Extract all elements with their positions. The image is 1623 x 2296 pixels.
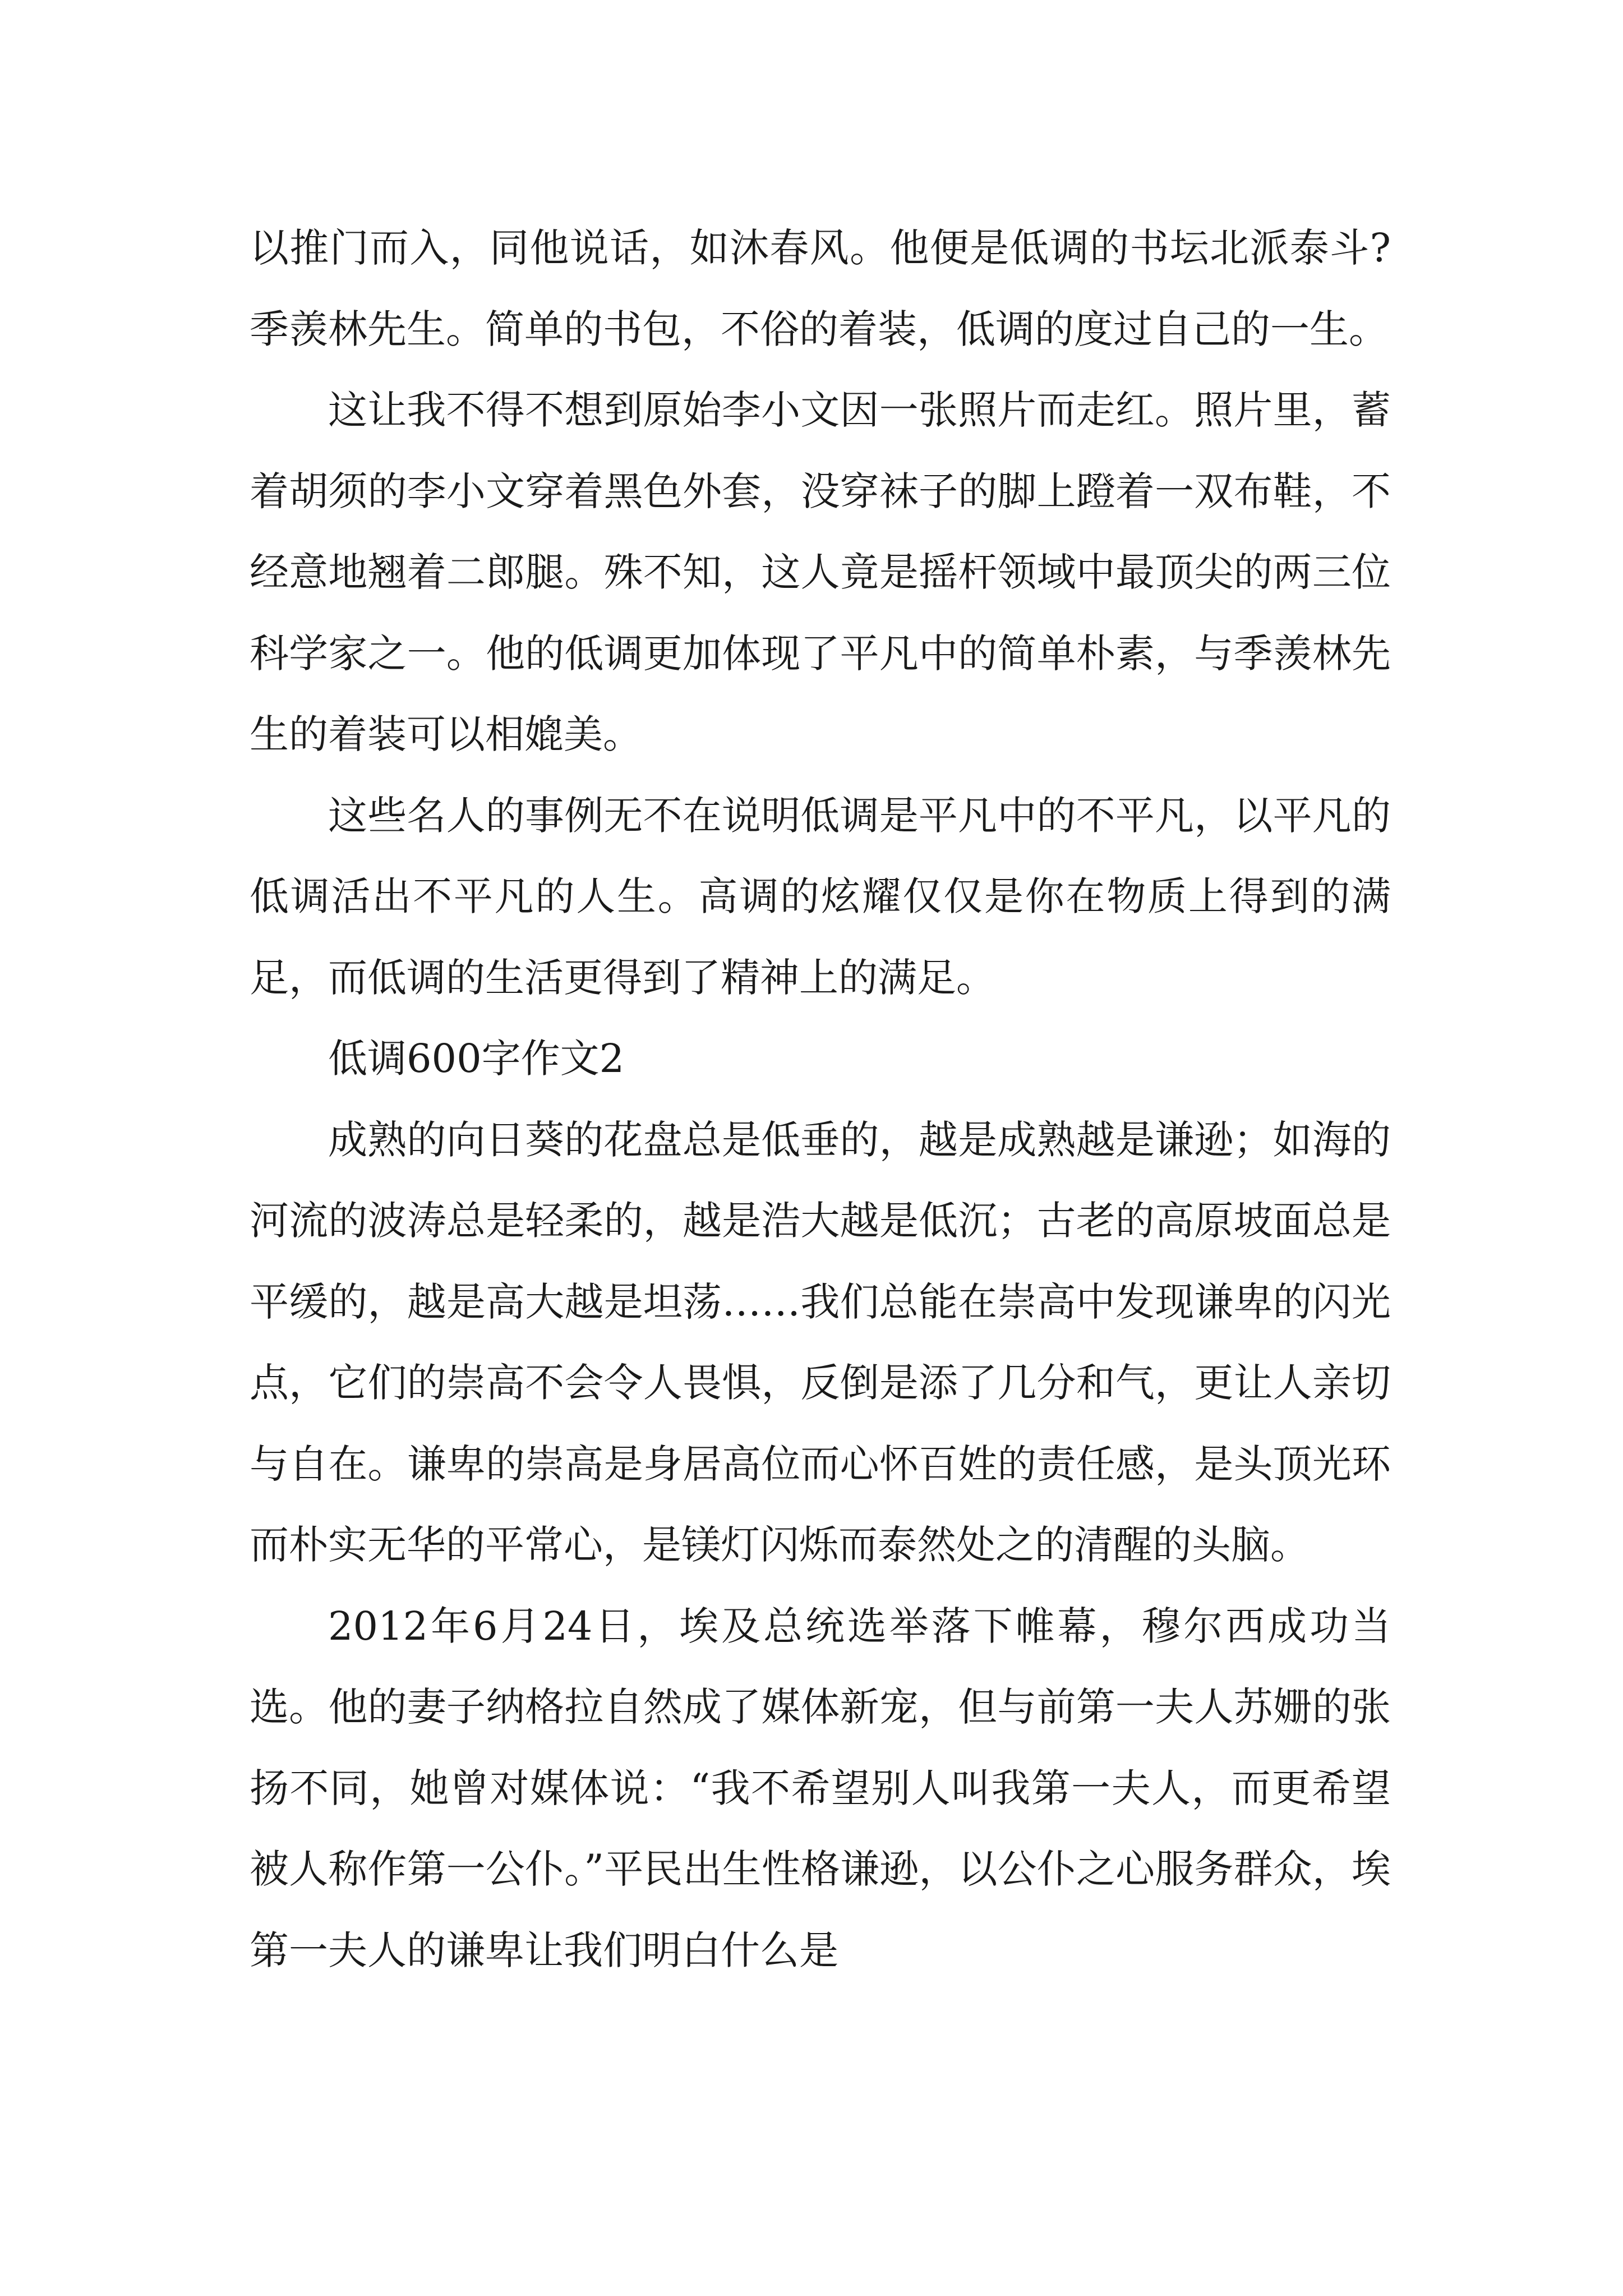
paragraph-continuation: 以推门而入，同他说话，如沐春风。他便是低调的书坛北派泰斗?季羡林先生。简单的书包，不俗的着装，低调的度过自己的一生。: [250, 225, 1391, 352]
paragraph-egypt: 2012年6月24日，埃及总统选举落下帷幕，穆尔西成功当选。他的妻子纳格拉自然成了媒体新宠，但与前第一夫人苏姗的张扬不同，她曾对媒体说：“我不希望别人叫我第一夫人，而更希望被人称作第一公仆。”平民出生性格谦逊，以公仆之心服务群众，埃第一夫人的谦卑让我们明白什么是: [250, 1603, 1391, 1973]
paragraph-li-xiaowen: 这让我不得不想到原始李小文因一张照片而走红。照片里，蓄着胡须的李小文穿着黑色外套，没穿袜子的脚上蹬着一双布鞋，不经意地翘着二郎腿。殊不知，这人竟是摇杆领域中最顶尖的两三位科学家之一。他的低调更加体现了平凡中的简单朴素，与季羡林先生的着装可以相媲美。: [250, 387, 1391, 757]
essay-heading: 低调600字作文2: [328, 1036, 625, 1082]
paragraph-conclusion: 这些名人的事例无不在说明低调是平凡中的不平凡，以平凡的低调活出不平凡的人生。高调的炫耀仅仅是你在物质上得到的满足，而低调的生活更得到了精神上的满足。: [250, 792, 1391, 1001]
paragraph-sunflower: 成熟的向日葵的花盘总是低垂的，越是成熟越是谦逊；如海的河流的波涛总是轻柔的，越是浩大越是低沉；古老的高原坡面总是平缓的，越是高大越是坦荡……我们总能在崇高中发现谦卑的闪光点，它们的崇高不会令人畏惧，反倒是添了几分和气，更让人亲切与自在。谦卑的崇高是身居高位而心怀百姓的责任感，是头顶光环而朴实无华的平常心，是镁灯闪烁而泰然处之的清醒的头脑。: [250, 1116, 1391, 1568]
document-body: [250, 208, 1391, 1991]
